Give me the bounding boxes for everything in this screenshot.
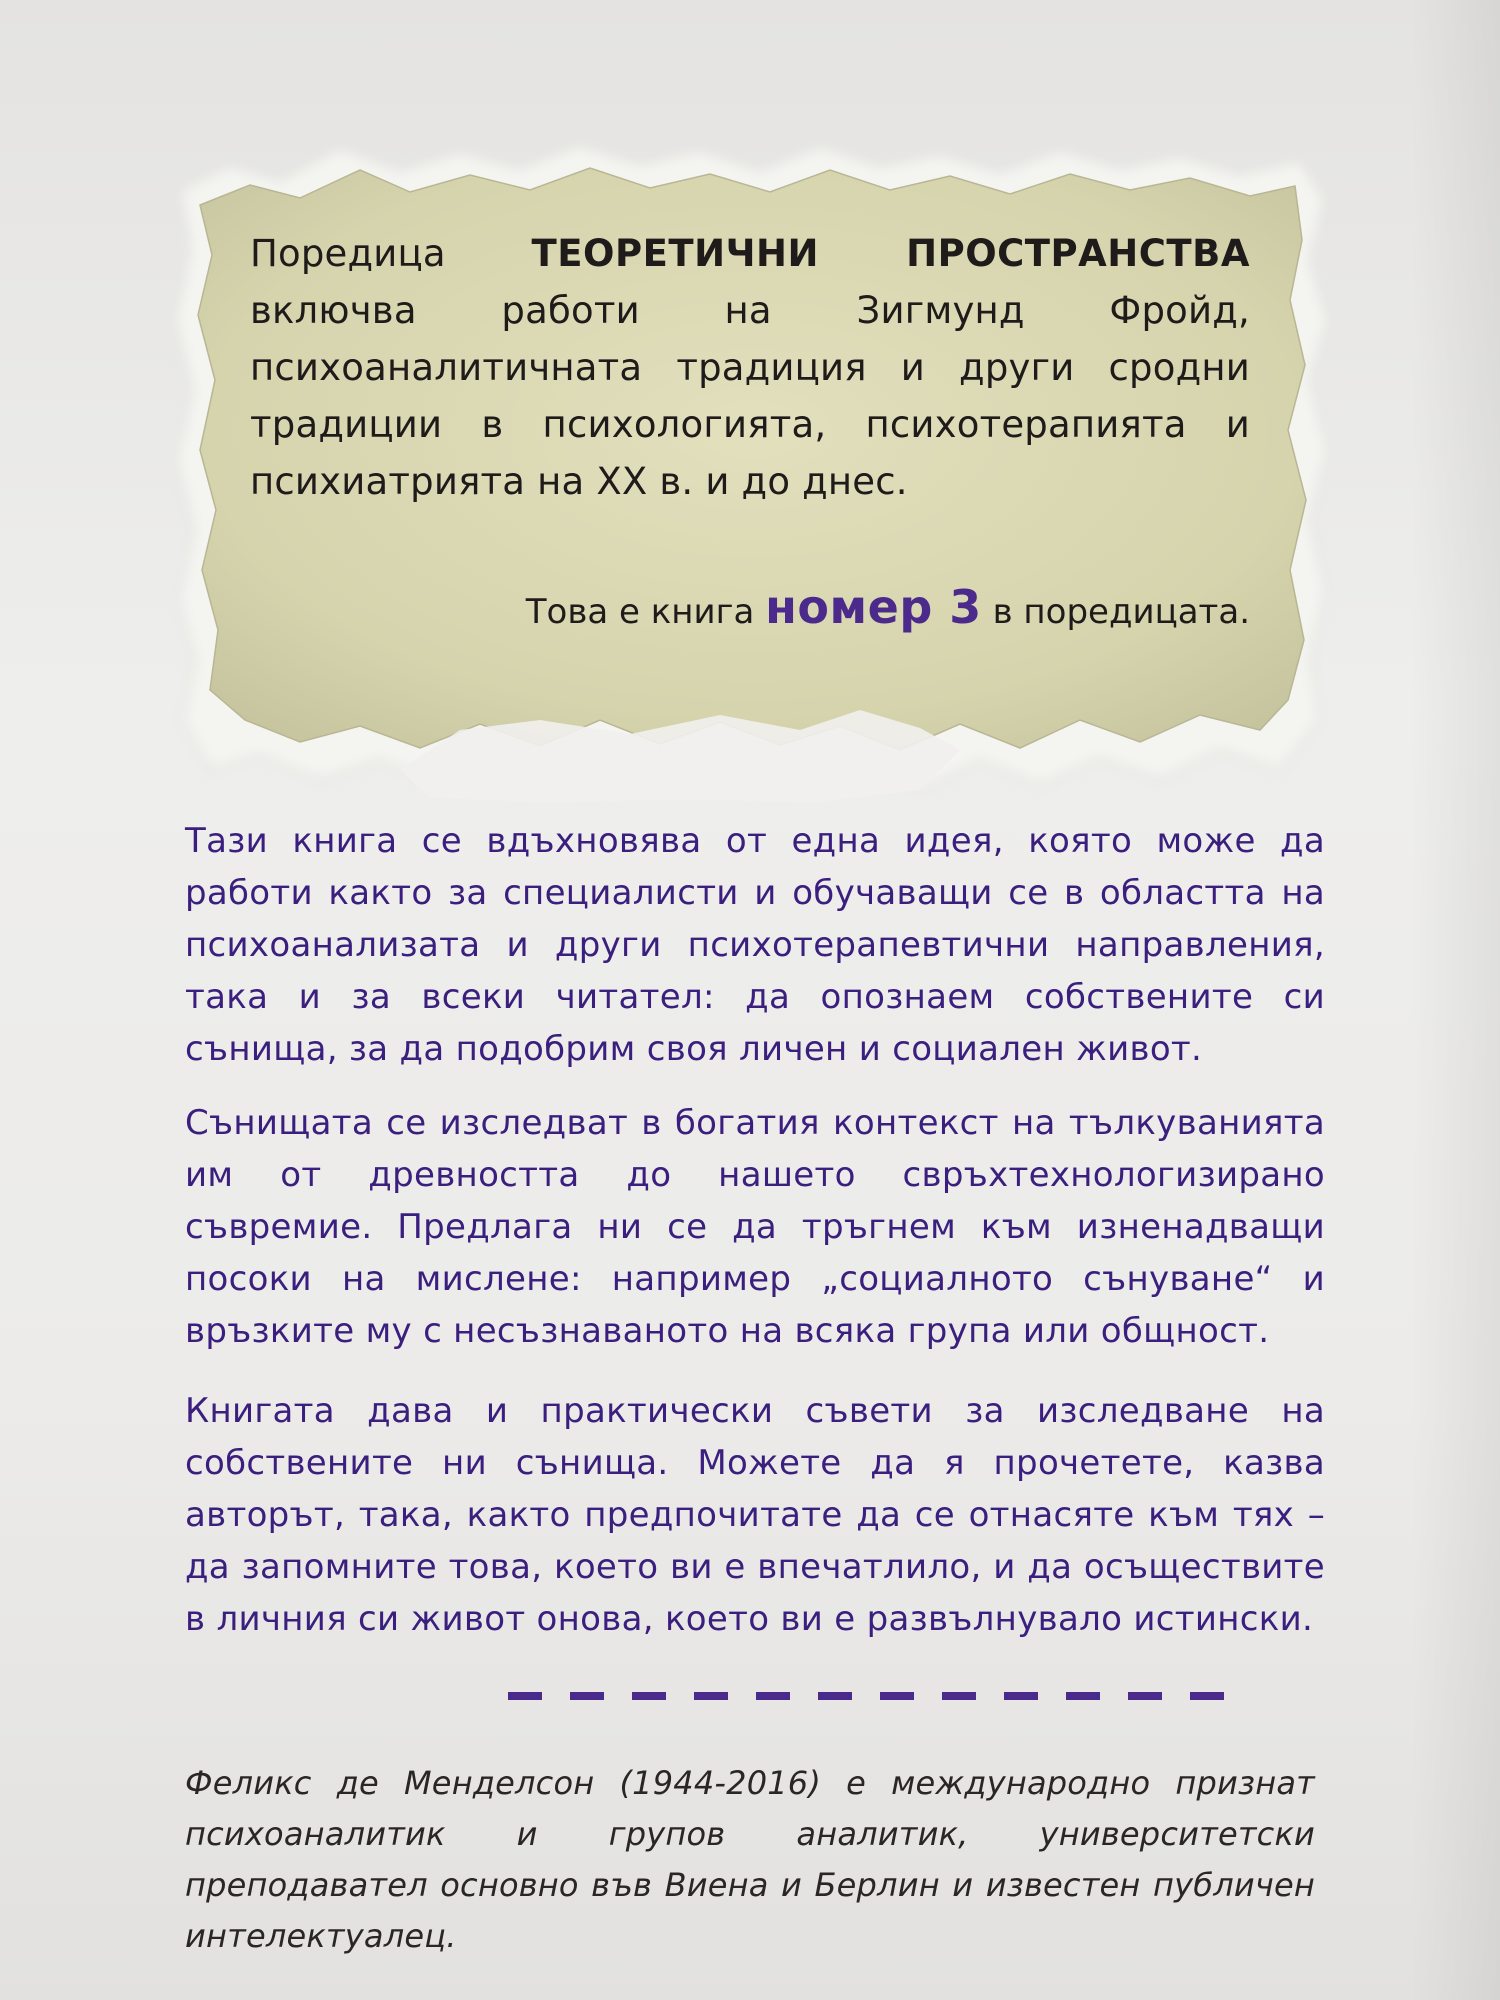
author-bio: Феликс де Менделсон (1944-2016) е международно признат психоаналитик и групов аналитик, университетски преподавател основно във Виена и Берлин и известен публичен интелектуалец. bbox=[185, 1764, 1315, 1955]
divider-dash bbox=[818, 1692, 852, 1700]
divider-dash bbox=[880, 1692, 914, 1700]
book-number-emphasis: номер 3 bbox=[765, 580, 982, 634]
divider-dash bbox=[1128, 1692, 1162, 1700]
description-paragraph-2: Сънищата се изследват в богатия контекст на тълкуванията им от древността до нашето свръхтехнологизирано съвремие. Предлага ни се да тръгнем към изненадващи посоки на мислене: например „социалното сънуване“ и връзките му с несъзнаваното на всяка група или общност. bbox=[185, 1103, 1325, 1351]
divider-dash bbox=[1066, 1692, 1100, 1700]
divider-dash bbox=[632, 1692, 666, 1700]
divider-dash bbox=[756, 1692, 790, 1700]
page-edge-shadow bbox=[1410, 0, 1500, 2000]
dashed-divider bbox=[508, 1692, 1224, 1700]
divider-dash bbox=[508, 1692, 542, 1700]
book-number-line bbox=[250, 580, 1250, 634]
torn-paper-panel bbox=[160, 130, 1340, 810]
description-paragraph-3: Книгата дава и практически съвети за изследване на собствените ни сънища. Можете да я прочетете, казва авторът, така, както предпочитате да се отнасяте към тях – да запомните това, което ви е впечатлило, и да осъществите в личния си живот онова, което ви е развълнувало истински. bbox=[185, 1391, 1325, 1639]
series-name: ТЕОРЕТИЧНИ ПРОСТРАНСТВА bbox=[531, 232, 1250, 275]
divider-dash bbox=[1004, 1692, 1038, 1700]
divider-dash bbox=[694, 1692, 728, 1700]
description-paragraph-1: Тази книга се вдъхновява от една идея, която може да работи както за специалисти и обучаващи се в областта на психоанализата и други психотерапевтични направления, така и за всеки читател: да опознаем собствените си сънища, за да подобрим своя личен и социален живот. bbox=[185, 821, 1325, 1069]
series-description bbox=[250, 225, 1250, 510]
book-number-suffix: в поредицата. bbox=[981, 592, 1250, 632]
book-number-prefix: Това е книга bbox=[525, 592, 766, 632]
divider-dash bbox=[1190, 1692, 1224, 1700]
series-text-rest: включва работи на Зигмунд Фройд, психоаналитичната традиция и други сродни традиции в психологията, психотерапията и психиатрията на XX в. и до днес. bbox=[250, 289, 1250, 503]
divider-dash bbox=[570, 1692, 604, 1700]
series-text-prefix: Поредица bbox=[250, 232, 532, 275]
divider-dash bbox=[942, 1692, 976, 1700]
